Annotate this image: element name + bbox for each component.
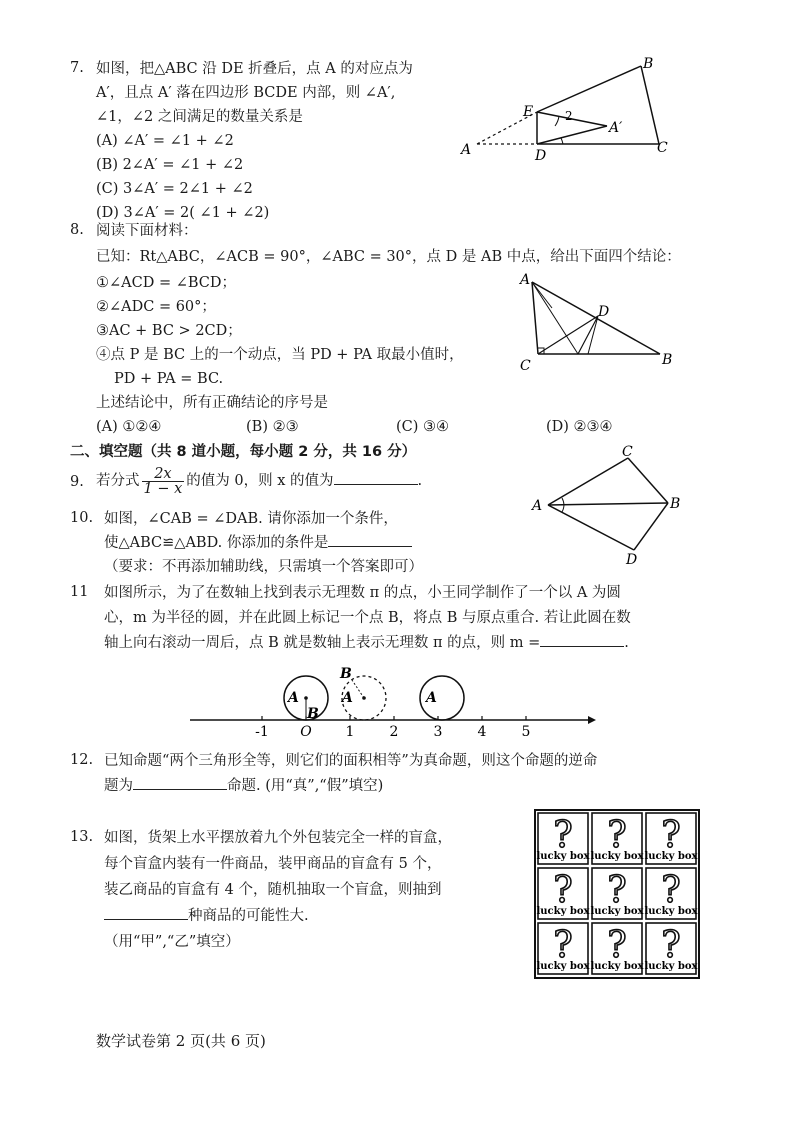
lucky-box-label: lucky box [590,906,644,917]
question-10-line-2 [104,534,412,552]
question-9-line [96,464,422,498]
question-11-line-3-text: 轴上向右滚动一周后，点 B 就是数轴上表示无理数 π 的点，则 m = [104,635,541,651]
question-11-end: . [624,635,629,651]
label-b: B [662,352,673,368]
label-a-prime: A′ [609,120,623,136]
lucky-box [590,813,644,864]
page-footer: 数学试卷第 2 页(共 6 页) [96,1032,266,1050]
question-10-number: 10. [70,510,94,526]
label-c: C [622,444,633,460]
question-7-option-b: (B) 2∠A′ = ∠1 + ∠2 [96,157,244,173]
circle-end-label-a: A [426,690,437,706]
question-12-line-2 [104,777,383,795]
question-12-line-1: 已知命题“两个三角形全等，则它们的面积相等”为真命题，则这个命题的逆命 [104,753,598,769]
question-11-line-3 [104,634,629,652]
question-13-line-4-text: 种商品的可能性大. [188,908,309,924]
question-8-question: 上述结论中，所有正确结论的序号是 [96,395,328,411]
lucky-box-label: lucky box [644,906,698,917]
question-7-line-1: 如图，把△ABC 沿 DE 折叠后，点 A 的对应点为 [96,61,413,77]
question-11-number: 11 [70,584,89,600]
question-mark-icon: ? [661,815,681,856]
lucky-box [644,923,698,974]
lucky-box-label: lucky box [536,851,590,862]
question-10-figure [522,440,692,570]
question-11-number-line-figure [180,660,600,740]
lucky-box [536,813,590,864]
question-mark-icon: ? [607,925,627,966]
circle-start-label-a: A [288,690,299,706]
question-7-option-c: (C) 3∠A′ = 2∠1 + ∠2 [96,181,253,197]
question-9-suffix: 的值为 0，则 x 的值为 [186,473,334,489]
label-a: A [532,498,543,514]
circle-rolling-label-b: B [340,666,352,682]
lucky-box-label: lucky box [644,851,698,862]
lucky-box [536,923,590,974]
question-10-answer-blank[interactable] [328,546,412,547]
question-8-figure [512,268,687,378]
question-8-conclusion-4: ④点 P 是 BC 上的一个动点，当 PD + PA 取最小值时， [96,347,464,363]
question-mark-icon: ? [661,925,681,966]
question-12-line-2a: 题为 [104,778,133,794]
question-12-line-2b: 命题. (用“真”,“假”填空) [227,778,384,794]
question-7-line-2: A′，且点 A′ 落在四边形 BCDE 内部，则 ∠A′, [96,85,396,101]
axis-tick-label: 2 [389,724,399,740]
question-11-line-2: 心，m 为半径的圆，并在此圆上标记一个点 B，将点 B 与原点重合. 若让此圆在数 [104,610,631,626]
axis-tick-label: 3 [433,724,443,740]
label-b: B [643,56,654,72]
question-11-answer-blank[interactable] [540,646,624,647]
axis-tick-label: 4 [477,724,487,740]
question-7-line-3: ∠1，∠2 之间满足的数量关系是 [96,109,303,125]
fraction-numerator: 2x [142,467,185,482]
question-9-number: 9. [70,474,84,490]
question-11-line-1: 如图所示，为了在数轴上找到表示无理数 π 的点，小王同学制作了一个以 A 为圆 [104,585,621,601]
question-7-figure [455,52,680,162]
axis-tick-label: 1 [345,724,355,740]
question-13-line-1: 如图，货架上水平摆放着九个外包装完全一样的盲盒， [104,830,452,846]
question-10-line-1: 如图，∠CAB = ∠DAB. 请你添加一个条件， [104,511,398,527]
lucky-box-label: lucky box [590,961,644,972]
question-8-option-c: (C) ③④ [396,419,450,435]
question-7-number: 7. [70,60,84,76]
question-mark-icon: ? [607,870,627,911]
label-b: B [670,496,681,512]
axis-tick-label: O [300,724,312,740]
label-e: E [523,104,534,120]
label-a: A [520,272,531,288]
question-8-given: 已知：Rt△ABC，∠ACB = 90°，∠ABC = 30°，点 D 是 AB 中点，给出下面四个结论： [96,249,681,265]
question-8-intro: 阅读下面材料： [96,223,198,239]
question-8-conclusion-3: ③AC + BC > 2CD； [96,323,242,339]
lucky-box [536,868,590,919]
question-8-option-b: (B) ②③ [246,419,299,435]
question-mark-icon: ? [607,815,627,856]
label-angle-2: 2 [565,109,573,123]
question-9-prefix: 若分式 [96,473,140,489]
question-13-line-5: （用“甲”,“乙”填空） [104,934,240,950]
label-d: D [626,552,638,568]
lucky-box-label: lucky box [536,961,590,972]
question-7-option-d: (D) 3∠A′ = 2( ∠1 + ∠2) [96,205,270,221]
question-mark-icon: ? [553,870,573,911]
question-8-option-a: (A) ①②④ [96,419,162,435]
question-mark-icon: ? [553,815,573,856]
question-mark-icon: ? [661,870,681,911]
question-13-answer-blank[interactable] [104,919,188,920]
question-8-conclusion-2: ②∠ADC = 60°； [96,299,216,315]
section-2-title: 二、填空题（共 8 道小题，每小题 2 分，共 16 分） [70,444,417,460]
label-d: D [535,148,547,162]
lucky-box-label: lucky box [590,851,644,862]
label-d: D [598,304,610,320]
question-13-shelf-figure [533,808,703,980]
lucky-box [644,813,698,864]
circle-rolling-label-a: A [342,690,353,706]
question-10-line-2-text: 使△ABC≌△ABD. 你添加的条件是 [104,535,329,551]
circle-start-label-b: B [307,706,319,722]
question-8-conclusion-1: ①∠ACD = ∠BCD； [96,275,237,291]
lucky-box [644,868,698,919]
question-8-number: 8. [70,222,84,238]
question-mark-icon: ? [553,925,573,966]
question-9-end: . [417,473,423,489]
question-13-line-3: 装乙商品的盲盒有 4 个，随机抽取一个盲盒，则抽到 [104,882,442,898]
lucky-box [590,923,644,974]
label-c: C [657,140,668,156]
fraction-denominator: 1 − x [143,480,183,497]
question-13-line-2: 每个盲盒内装有一件商品，装甲商品的盲盒有 5 个， [104,856,442,872]
question-9-fraction [142,467,185,496]
question-12-number: 12. [70,752,94,768]
axis-tick-label: 5 [521,724,531,740]
lucky-box-label: lucky box [536,906,590,917]
axis-tick-label: -1 [255,724,269,740]
question-12-answer-blank[interactable] [133,789,227,790]
question-13-number: 13. [70,829,94,845]
question-9-answer-blank[interactable] [334,484,418,485]
question-7-option-a: (A) ∠A′ = ∠1 + ∠2 [96,133,234,149]
lucky-box [590,868,644,919]
question-8-option-d: (D) ②③④ [546,419,613,435]
question-13-line-4 [104,907,309,925]
label-c: C [520,358,531,374]
question-8-conclusion-4-cont: PD + PA = BC. [114,371,224,387]
question-10-line-3: （要求：不再添加辅助线，只需填一个答案即可） [104,559,423,575]
label-a: A [461,142,472,158]
lucky-box-label: lucky box [644,961,698,972]
